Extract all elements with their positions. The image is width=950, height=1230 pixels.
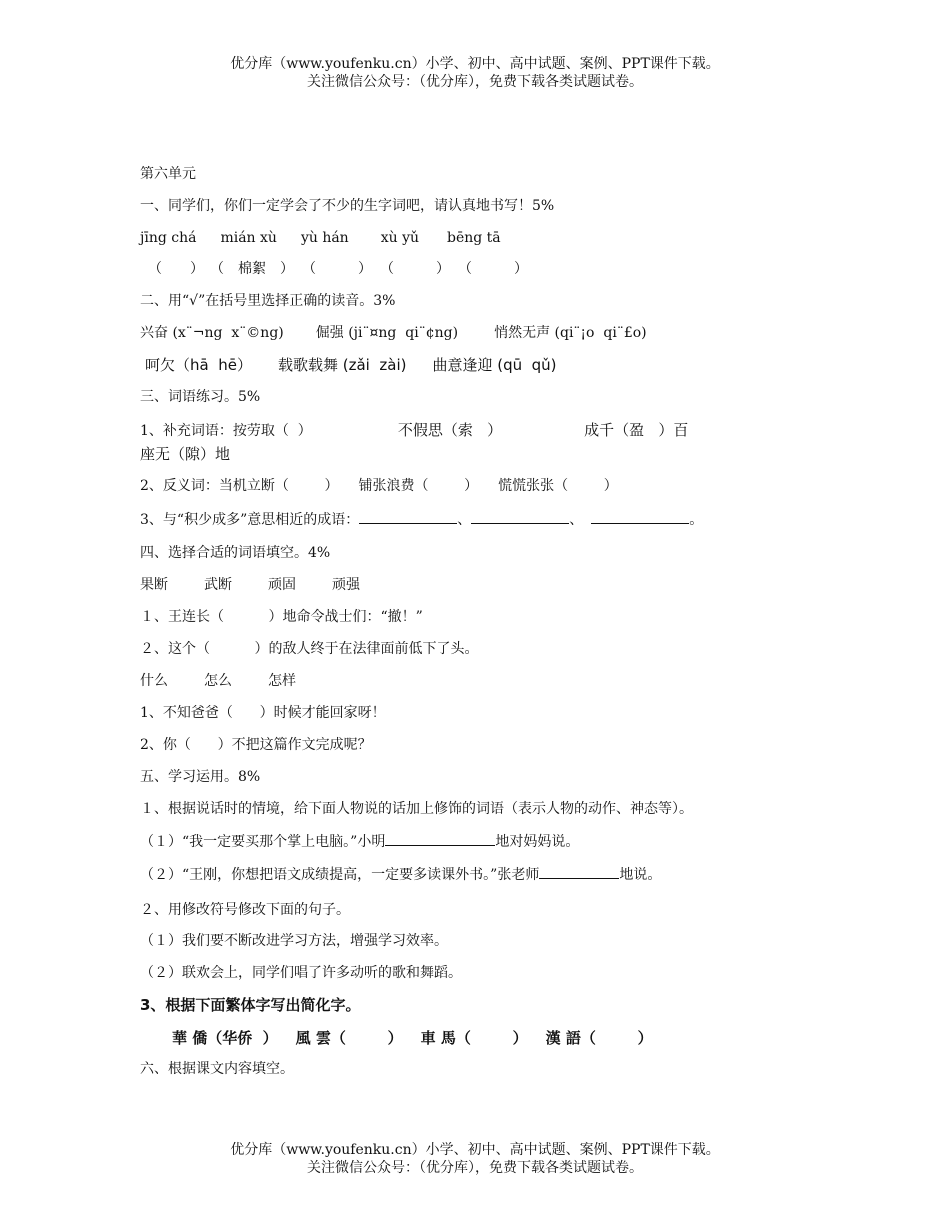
separator: 、 [457,512,472,528]
trad-item-1: 華 僑（华侨 ） [172,1029,278,1047]
trad-item-4: 漢 語（ ） [545,1029,653,1047]
s4-question-4: 2、你（ ）不把这篇作文完成呢？ [140,737,372,753]
word-choices-2 [140,671,296,691]
question-text: 地说。 [619,867,662,883]
s5-question-3: 3、根据下面繁体字写出简化字。 [140,996,361,1014]
word-choice: 什么 [140,673,168,689]
pinyin-3: yù hán [300,230,349,246]
synonym-idioms-row [140,509,703,530]
question-text: （２）“王刚，你想把语文成绩提高，一定要多读课外书。”张老师 [140,867,540,883]
unit-title: 第六单元 [140,166,196,182]
word-choices-1 [140,575,360,595]
answer-box-3: （ ） [302,261,372,277]
section-4-heading: 四、选择合适的词语填空。4% [140,545,331,561]
word-choice: 顽固 [268,577,296,593]
end-mark: 。 [689,512,704,528]
answer-box-2: （ 棉絮 ） [210,261,294,277]
answer-blank[interactable] [471,509,569,524]
s5-question-1b [140,864,661,885]
page-footer [0,1141,950,1177]
pron-item-2: 倔强 (ji¨¤ng qi¨¢ng) [315,325,459,341]
answer-blank[interactable] [359,509,457,524]
pinyin-4: xù yǔ [380,230,419,246]
trad-item-3: 車 馬（ ） [420,1029,528,1047]
trad-item-2: 風 雲（ ） [295,1029,403,1047]
pinyin-1: jīng chá [140,230,197,246]
s5-question-2: ２、用修改符号修改下面的句子。 [140,902,350,918]
s5-question-1: １、根据说话时的情境，给下面人物说的话加上修饰的词语（表示人物的动作、神态等）。 [140,801,693,817]
fill-word-2: 不假思（索 ） [397,421,503,439]
pinyin-row [140,228,501,248]
footer-line-2: 关注微信公众号：（优分库），免费下载各类试题试卷。 [307,1160,643,1176]
synonym-label: 3、与“积少成多”意思相近的成语： [140,512,360,528]
pron-item-5: 载歌载舞 (zǎi zài) [277,356,407,374]
s5-question-2b: （２）联欢会上，同学们唱了许多动听的歌和舞蹈。 [140,965,462,981]
antonym-3: 慌慌张张（ ） [498,478,618,494]
header-line-1: 优分库（www.youfenku.cn）小学、初中、高中试题、案例、PPT课件下载。 [230,56,720,72]
fill-words-row [140,420,688,441]
answer-box-1: （ ） [148,261,204,277]
section-2-heading: 二、用“√”在括号里选择正确的读音。3% [140,293,396,309]
s5-question-2a: （１）我们要不断改进学习方法，增强学习效率。 [140,933,448,949]
pron-item-4: 呵欠（hā hē） [145,356,252,374]
fill-word-3: 成千（盈 ）百 [584,421,689,439]
pron-item-6: 曲意逢迎 (qū qǔ) [432,356,557,374]
word-choice: 武断 [204,577,232,593]
s4-question-2: ２、这个（ ）的敌人终于在法律面前低下了头。 [140,641,479,657]
section-3-heading: 三、词语练习。5% [140,389,261,405]
fill-word-1: 1、补充词语：按劳取（ ） [140,423,312,439]
header-line-2: 关注微信公众号：（优分库），免费下载各类试题试卷。 [307,74,643,90]
pronunciation-row-1 [140,323,647,343]
section-5-heading: 五、学习运用。8% [140,769,261,785]
footer-line-1: 优分库（www.youfenku.cn）小学、初中、高中试题、案例、PPT课件下载。 [230,1142,720,1158]
page-header [0,55,950,91]
s4-question-3: 1、不知爸爸（ ）时候才能回家呀！ [140,705,386,721]
question-text: （１）“我一定要买那个掌上电脑。”小明 [140,834,386,850]
antonym-2: 铺张浪费（ ） [358,478,479,494]
s4-question-1: １、王连长（ ）地命令战士们：“撤！” [140,609,423,625]
fill-word-4: 座无（隙）地 [140,445,231,463]
question-text: 地对妈妈说。 [495,834,580,850]
pron-item-1: 兴奋 (x¨¬ng x¨©ng) [140,325,284,341]
answer-blank[interactable] [385,831,495,846]
s5-question-1a [140,831,579,852]
pronunciation-row-2 [145,355,557,375]
traditional-chars-row [172,1028,653,1048]
section-1-heading: 一、同学们，你们一定学会了不少的生字词吧，请认真地书写！5% [140,198,555,214]
section-6-heading: 六、根据课文内容填空。 [140,1061,294,1077]
word-choice: 果断 [140,577,168,593]
pinyin-5: bēng tā [447,230,501,246]
pinyin-2: mián xù [220,230,277,246]
word-choice: 怎么 [204,673,232,689]
answer-boxes-row [148,259,528,279]
antonym-1: 2、反义词：当机立断（ ） [140,478,339,494]
answer-box-4: （ ） [380,261,450,277]
separator: 、 [569,512,584,528]
answer-blank[interactable] [539,864,619,879]
pron-item-3: 悄然无声 (qi¨¡o qi¨£o) [494,325,647,341]
antonym-row [140,476,618,496]
word-choice: 怎样 [268,673,296,689]
answer-box-5: （ ） [458,261,528,277]
word-choice: 顽强 [332,577,360,593]
answer-blank[interactable] [591,509,689,524]
